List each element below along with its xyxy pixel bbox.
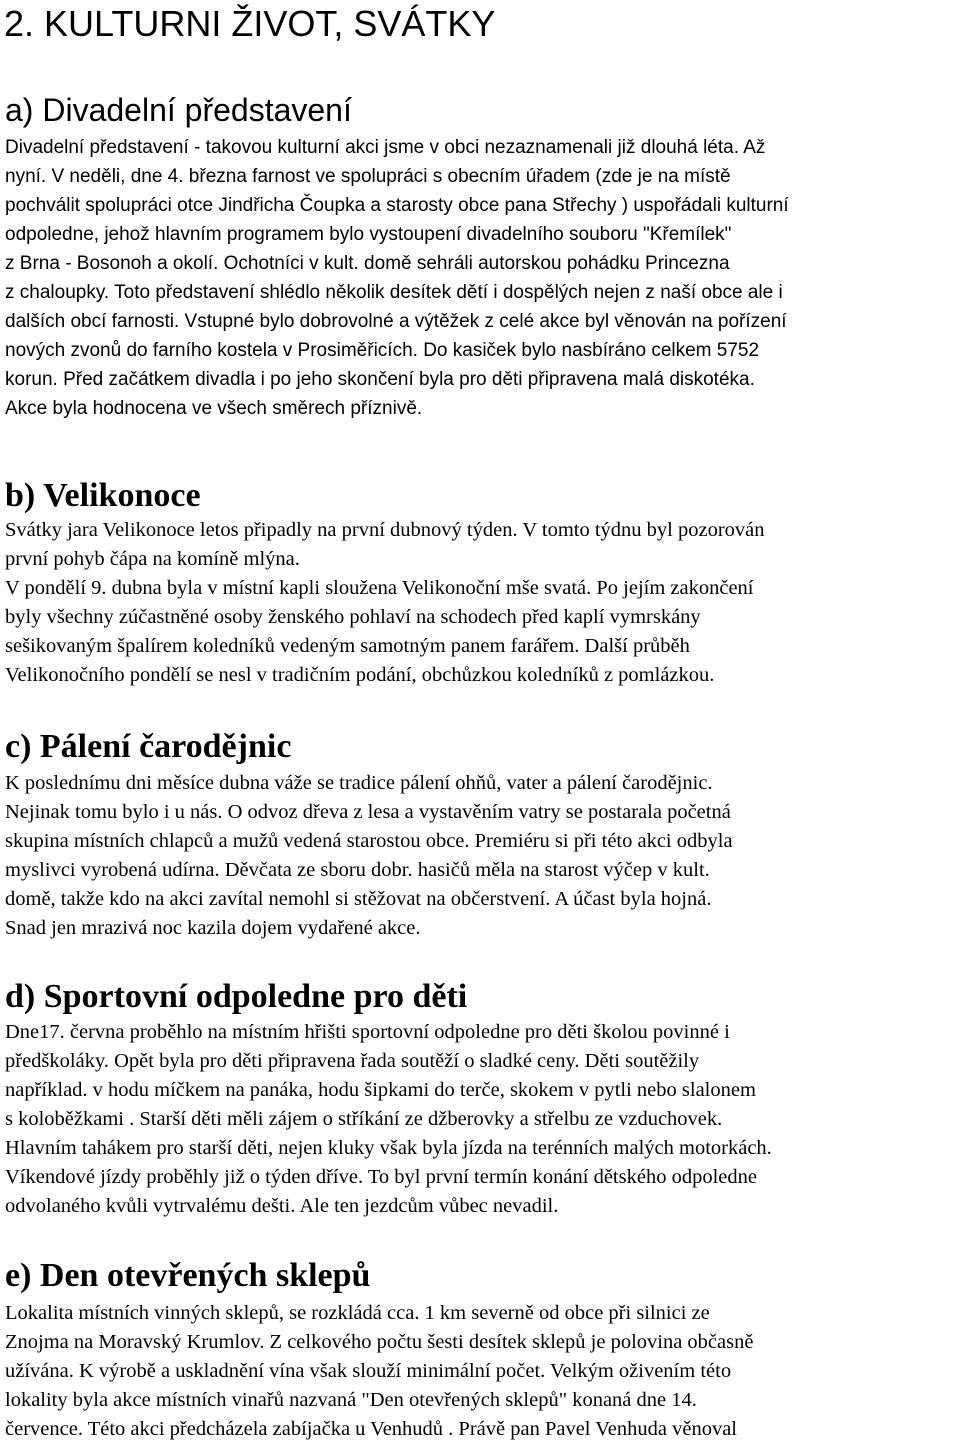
text-line: Snad jen mrazivá noc kazila dojem vydařené akce. <box>5 917 421 939</box>
text-line: byly všechny zúčastněné osoby ženského pohlaví na schodech před kaplí vymrskány <box>5 606 701 628</box>
text-line: předškoláky. Opět byla pro děti připravena řada soutěží o sladké ceny. Děti soutěžily <box>5 1050 700 1072</box>
text-line: Víkendové jízdy proběhly již o týden dříve. To byl první termín konání dětského odpoledne <box>5 1166 757 1188</box>
section-body-divadelni <box>5 133 960 423</box>
text-line: Velikonočního pondělí se nesl v tradičním podání, obchůzkou koledníků z pomlázkou. <box>5 664 715 686</box>
text-line: V pondělí 9. dubna byla v místní kapli sloužena Velikonoční mše svatá. Po jejím zakončení <box>5 577 754 599</box>
text-line: domě, takže kdo na akci zavítal nemohl si stěžovat na občerstvení. A účast byla hojná. <box>5 888 712 910</box>
text-line: skupina místních chlapců a mužů vedená starostou obce. Premiéru si při této akci odbyla <box>5 830 733 852</box>
text-line: Lokalita místních vinných sklepů, se rozkládá cca. 1 km severně od obce při silnici ze <box>5 1302 710 1324</box>
text-line: korun. Před začátkem divadla i po jeho skončení byla pro děti připravena malá diskotéka. <box>5 369 755 390</box>
section-heading-velikonoce: b) Velikonoce <box>5 477 201 514</box>
section-body-velikonoce <box>5 516 960 690</box>
text-line: užívána. K výrobě a uskladnění vína však slouží minimální počet. Velkým oživením této <box>5 1360 732 1382</box>
text-line: Svátky jara Velikonoce letos připadly na první dubnový týden. V tomto týdnu byl pozorován <box>5 519 765 541</box>
section-heading-den-otevrenych-sklepu: e) Den otevřených sklepů <box>5 1257 371 1294</box>
text-line: lokality byla akce místních vinařů nazvaná "Den otevřených sklepů" konaná dne 14. <box>5 1389 697 1411</box>
text-line: dalších obcí farnosti. Vstupné bylo dobrovolné a výtěžek z celé akce byl věnován na pořízení <box>5 311 787 332</box>
text-line: Divadelní představení - takovou kulturní akci jsme v obci nezaznamenali již dlouhá léta. Až <box>5 137 766 158</box>
text-line: z chaloupky. Toto představení shlédlo několik desítek dětí i dospělých nejen z naší obce ale i <box>5 282 783 303</box>
text-line: Nejinak tomu bylo i u nás. O odvoz dřeva z lesa a vystavěním vatry se postarala početná <box>5 801 731 823</box>
text-line: K poslednímu dni měsíce dubna váže se tradice pálení ohňů, vater a pálení čarodějnic. <box>5 772 713 794</box>
section-body-den-otevrenych-sklepu <box>5 1299 960 1444</box>
text-line: první pohyb čápa na komíně mlýna. <box>5 548 300 570</box>
text-line: Akce byla hodnocena ve všech směrech příznivě. <box>5 398 423 419</box>
document-title: 2. KULTURNI ŽIVOT, SVÁTKY <box>4 3 496 44</box>
text-line: například. v hodu míčkem na panáka, hodu šipkami do terče, skokem v pytli nebo slalonem <box>5 1079 756 1101</box>
text-line: nových zvonů do farního kostela v Prosiměřicích. Do kasiček bylo nasbíráno celkem 5752 <box>5 340 760 361</box>
text-line: nyní. V neděli, dne 4. března farnost ve spolupráci s obecním úřadem (zde je na místě <box>5 166 731 187</box>
text-line: z Brna - Bosonoh a okolí. Ochotníci v kult. domě sehráli autorskou pohádku Princezna <box>5 253 730 274</box>
text-line: července. Této akci předcházela zabíjačka u Venhudů . Právě pan Pavel Venhuda věnoval <box>5 1418 737 1440</box>
text-line: odpoledne, jehož hlavním programem bylo vystoupení divadelního souboru "Křemílek" <box>5 224 732 245</box>
section-body-sportovni-odpoledne <box>5 1018 960 1221</box>
text-line: pochválit spolupráci otce Jindřicha Čoupka a starosty obce pana Střechy ) uspořádali kulturní <box>5 195 789 216</box>
text-line: Dne17. června proběhlo na místním hřišti sportovní odpoledne pro děti školou povinné i <box>5 1021 730 1043</box>
section-heading-sportovni-odpoledne: d) Sportovní odpoledne pro děti <box>5 978 468 1015</box>
section-body-paleni-carodejnic <box>5 769 960 943</box>
text-line: Hlavním tahákem pro starší děti, nejen kluky však byla jízda na terénních malých motorkách. <box>5 1137 772 1159</box>
text-line: myslivci vyrobená udírna. Děvčata ze sboru dobr. hasičů měla na starost výčep v kult. <box>5 859 710 881</box>
text-line: s koloběžkami . Starší děti měli zájem o stříkání ze džberovky a střelbu ze vzduchovek. <box>5 1108 723 1130</box>
text-line: Znojma na Moravský Krumlov. Z celkového počtu šesti desítek sklepů je polovina občasně <box>5 1331 754 1353</box>
text-line: odvolaného kvůli vytrvalému dešti. Ale ten jezdcům vůbec nevadil. <box>5 1195 559 1217</box>
section-heading-divadelni: a) Divadelní představení <box>5 92 352 128</box>
section-heading-paleni-carodejnic: c) Pálení čarodějnic <box>5 728 292 765</box>
text-line: sešikovaným špalírem koledníků vedeným samotným panem farářem. Další průběh <box>5 635 690 657</box>
